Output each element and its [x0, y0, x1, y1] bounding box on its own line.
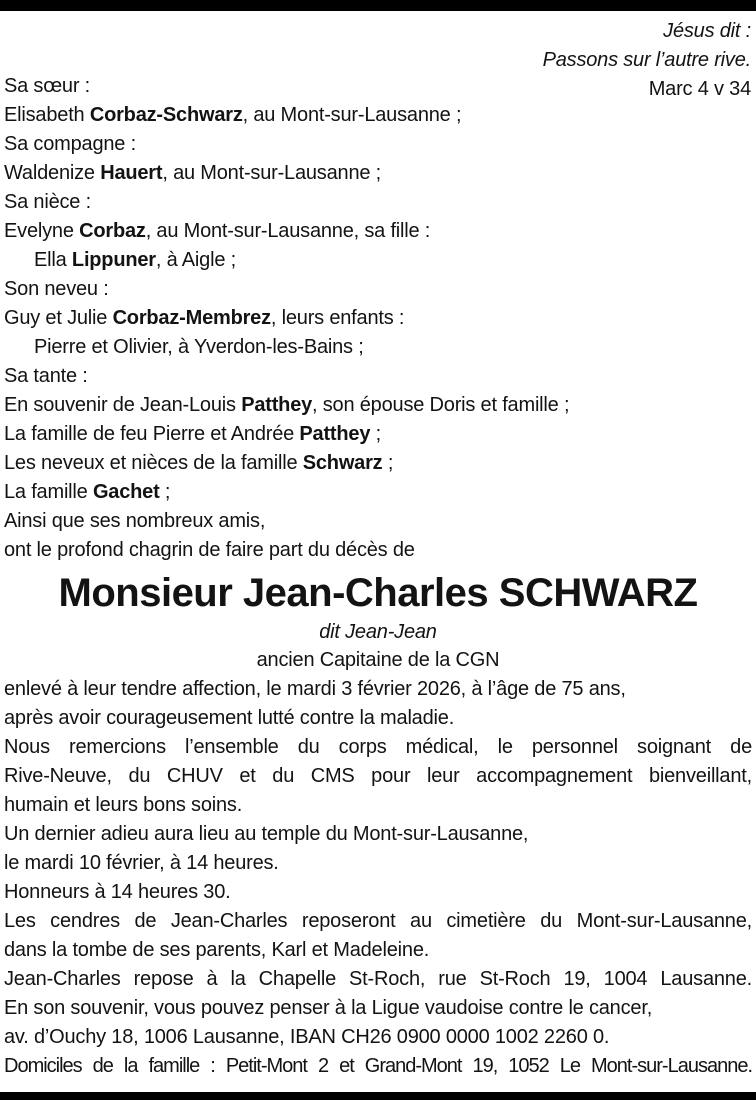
deceased-nickname: dit Jean-Jean	[319, 621, 437, 643]
text-line	[4, 820, 752, 849]
text-segment: Les cendres de Jean-Charles reposeront au cimetière du Mont-sur-Lausanne,	[4, 910, 752, 932]
text-segment: Jean-Charles repose à la Chapelle St-Roch, rue St-Roch 19, 1004 Lausanne.	[4, 968, 752, 990]
surname-bold: Corbaz-Membrez	[112, 307, 271, 329]
text-segment: En son souvenir, vous pouvez penser à la Ligue vaudoise contre le cancer,	[4, 997, 653, 1019]
text-segment: enlevé à leur tendre affection, le mardi 3 février 2026, à l’âge de 75 ans,	[4, 678, 626, 700]
text-segment: , au Mont-sur-Lausanne ;	[242, 104, 462, 126]
family-list	[4, 72, 752, 565]
text-segment: , leurs enfants :	[270, 307, 405, 329]
text-segment: Ainsi que ses nombreux amis,	[4, 510, 266, 532]
text-line	[4, 391, 752, 420]
text-line	[4, 420, 752, 449]
text-segment: Domiciles de la famille : Petit-Mont 2 et Grand-Mont 19, 1052 Le Mont-sur-Lausanne.	[4, 1055, 752, 1077]
text-line	[4, 130, 752, 159]
text-segment: Pierre et Olivier, à Yverdon-les-Bains ;	[34, 336, 364, 358]
text-segment: , à Aigle ;	[155, 249, 236, 271]
announcement-body	[4, 675, 752, 1081]
text-line	[4, 907, 752, 936]
text-segment: dans la tombe de ses parents, Karl et Madeleine.	[4, 939, 430, 961]
bottom-border-bar	[0, 1092, 756, 1100]
text-segment: ;	[370, 423, 381, 445]
text-segment: Jésus dit :	[663, 20, 751, 42]
text-line	[4, 1052, 752, 1081]
text-segment: Rive-Neuve, du CHUV et du CMS pour leur accompagnement bienveillant,	[4, 765, 752, 787]
text-line	[4, 72, 752, 101]
text-segment: Un dernier adieu aura lieu au temple du Mont-sur-Lausanne,	[4, 823, 529, 845]
text-line	[4, 936, 752, 965]
text-line	[4, 101, 752, 130]
surname-bold: Gachet	[92, 481, 160, 503]
text-segment: Sa nièce :	[4, 191, 91, 213]
text-line	[4, 478, 752, 507]
text-line	[4, 733, 752, 762]
surname-bold: Schwarz	[302, 452, 383, 474]
text-segment: Guy et Julie	[4, 307, 113, 329]
text-segment: Elisabeth	[4, 104, 90, 126]
text-segment: , au Mont-sur-Lausanne ;	[162, 162, 382, 184]
surname-bold: Patthey	[241, 394, 313, 416]
text-segment: humain et leurs bons soins.	[4, 794, 243, 816]
text-segment: Sa tante :	[4, 365, 88, 387]
text-line	[4, 246, 752, 275]
text-line	[4, 159, 752, 188]
text-line	[4, 849, 752, 878]
text-line	[4, 449, 752, 478]
text-segment: ;	[159, 481, 171, 503]
text-line	[4, 304, 752, 333]
text-segment: Honneurs à 14 heures 30.	[4, 881, 231, 903]
text-segment: av. d’Ouchy 18, 1006 Lausanne, IBAN CH26 0900 0000 1002 2260 0.	[4, 1026, 610, 1048]
text-line	[260, 46, 751, 75]
text-line	[4, 333, 752, 362]
surname-bold: Corbaz-Schwarz	[89, 104, 243, 126]
surname-bold: Patthey	[299, 423, 371, 445]
text-segment: ;	[382, 452, 394, 474]
surname-bold: Lippuner	[71, 249, 156, 271]
text-segment: Marc 4 v 34	[648, 78, 751, 100]
text-line	[260, 17, 751, 46]
text-segment: après avoir courageusement lutté contre la maladie.	[4, 707, 455, 729]
text-line	[4, 1023, 752, 1052]
text-line	[4, 762, 752, 791]
text-segment: La famille de feu Pierre et Andrée	[4, 423, 300, 445]
text-line	[4, 188, 752, 217]
obituary-content	[4, 72, 752, 1081]
text-segment: Les neveux et nièces de la famille	[4, 452, 303, 474]
surname-bold: Corbaz	[79, 220, 146, 242]
text-segment: Nous remercions l’ensemble du corps médical, le personnel soignant de	[4, 736, 752, 758]
text-segment: Sa sœur :	[4, 75, 90, 97]
text-segment: le mardi 10 février, à 14 heures.	[4, 852, 279, 874]
text-line	[4, 536, 752, 565]
text-line	[4, 965, 752, 994]
surname-bold: Hauert	[100, 162, 163, 184]
text-segment: Sa compagne :	[4, 133, 136, 155]
text-line	[4, 791, 752, 820]
text-line	[4, 675, 752, 704]
text-segment: Waldenize	[4, 162, 101, 184]
text-segment: En souvenir de Jean-Louis	[4, 394, 242, 416]
text-line	[4, 507, 752, 536]
text-segment: La famille	[4, 481, 93, 503]
text-segment: Evelyne	[4, 220, 80, 242]
text-line	[4, 217, 752, 246]
text-line	[4, 362, 752, 391]
text-line	[4, 704, 752, 733]
text-segment: Son neveu :	[4, 278, 109, 300]
deceased-role: ancien Capitaine de la CGN	[256, 649, 500, 671]
text-segment: Passons sur l’autre rive.	[542, 49, 751, 71]
text-line	[4, 994, 752, 1023]
text-segment: , au Mont-sur-Lausanne, sa fille :	[145, 220, 431, 242]
text-segment: ont le profond chagrin de faire part du décès de	[4, 539, 415, 561]
top-border-bar	[0, 0, 756, 11]
text-line	[4, 275, 752, 304]
text-segment: Ella	[34, 249, 72, 271]
text-line	[4, 878, 752, 907]
deceased-name: Monsieur Jean-Charles SCHWARZ	[58, 571, 698, 615]
text-segment: , son épouse Doris et famille ;	[312, 394, 570, 416]
